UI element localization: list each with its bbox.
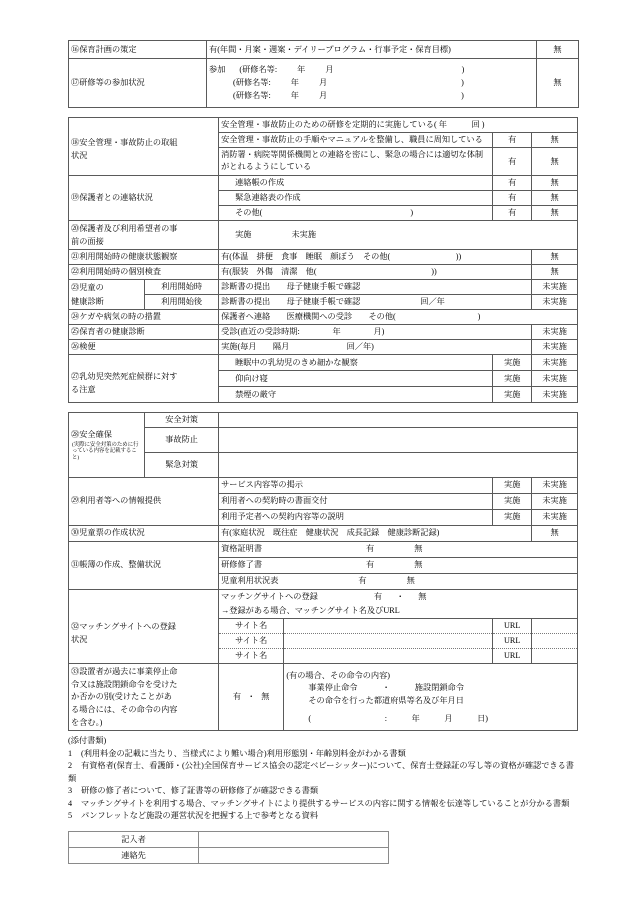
attachment-item xyxy=(68,748,578,760)
row-label-20 xyxy=(69,220,219,249)
attachment-number: 2 xyxy=(68,761,73,771)
training-name-label: (研修名等: xyxy=(233,90,271,100)
row-31-c-yes[interactable]: 有 xyxy=(358,576,367,586)
row-31-a-no[interactable]: 無 xyxy=(414,544,423,554)
table-row xyxy=(69,589,578,604)
row-33-choice xyxy=(219,663,284,731)
row-28-value-1[interactable] xyxy=(219,413,578,428)
item-label: 研修等の参加状況 xyxy=(79,78,145,88)
month-label: 月 xyxy=(318,78,328,88)
attachment-text: 有資格者(保育士、看護師・(公社)全国保育サービス協会の認定ベビーシッター)について、保育士登録証の写し等の資格が確認できる書類 xyxy=(68,761,574,783)
table-row xyxy=(69,427,578,452)
table-row xyxy=(69,41,579,59)
year-label: 年 xyxy=(290,78,299,88)
table-row xyxy=(69,295,578,310)
row-label-23-line2: 健康診断 xyxy=(69,295,145,310)
signer-label-author: 記入者 xyxy=(69,831,199,847)
attachment-item xyxy=(68,810,578,822)
url-value-2[interactable] xyxy=(532,633,578,648)
table-section-1 xyxy=(68,40,579,108)
row-31-b-yes[interactable]: 有 xyxy=(366,560,375,570)
row-19-a-no[interactable]: 無 xyxy=(532,176,578,191)
url-value-1[interactable] xyxy=(532,618,578,633)
row-label-24: ㉔ケガや病気の時の措置 xyxy=(69,310,219,325)
signer-value-author[interactable] xyxy=(199,831,389,847)
row-28-sub-2: 事故防止 xyxy=(145,427,219,452)
table-row xyxy=(69,452,578,477)
attachment-item xyxy=(68,760,578,785)
item-label-line1: ⑳保護者及び利用希望者の事 xyxy=(71,223,178,233)
training-entry-row xyxy=(209,64,534,77)
table-row xyxy=(69,355,578,371)
row-19-a: 連絡帳の作成 xyxy=(219,176,493,191)
attachment-text: パンフレットなど施設の運営状況を把握する上で参考となる資料 xyxy=(81,811,319,821)
times-per-year: 回／年 xyxy=(420,297,445,307)
row-label-19: ⑲保護者との連絡状況 xyxy=(69,176,219,221)
item-number: ㉒ xyxy=(71,267,80,277)
site-name-value-1[interactable] xyxy=(284,618,493,633)
table-row xyxy=(69,310,578,325)
site-name-label-3: サイト名 xyxy=(219,648,284,663)
table-row xyxy=(69,265,578,280)
item-number: ㉝ xyxy=(71,666,80,676)
detail-line3: その命令を行った都道府県等名及び年月日 xyxy=(308,696,464,706)
item-number: ⑯ xyxy=(71,44,80,54)
item-number: ㉙ xyxy=(71,496,80,506)
attachment-number: 1 xyxy=(68,748,73,758)
row-label-23-line1: ㉓児童の xyxy=(69,280,145,295)
table-row xyxy=(69,477,578,493)
row-label-31: ㉛帳簿の作成、整備状況 xyxy=(69,541,219,589)
table-row xyxy=(69,847,389,863)
item-number: ㉖ xyxy=(71,342,80,352)
attachment-number: 3 xyxy=(68,786,73,796)
item-number: ⑳ xyxy=(71,223,80,233)
row-27-a: 睡眠中の乳幼児のきめ細かな観察 xyxy=(219,355,493,371)
row-23-sub-2: 利用開始後 xyxy=(145,295,219,310)
item-number: ㉚ xyxy=(71,528,80,538)
training-name-label: (研修名等: xyxy=(239,65,278,75)
row-18-b-yes[interactable]: 有 xyxy=(493,132,532,147)
row-19-c-yes[interactable]: 有 xyxy=(493,205,532,220)
row-27-a-no[interactable]: 未実施 xyxy=(532,355,578,371)
table-row xyxy=(69,59,579,108)
row-19-b-no[interactable]: 無 xyxy=(532,191,578,206)
row-22-content: 有(服装 外傷 清潔 他( )) xyxy=(219,265,532,280)
participate-label: 参加 xyxy=(209,65,226,75)
item-label-line1: ㉜マッチングサイトへの登録 xyxy=(71,622,176,632)
table-row xyxy=(69,340,578,355)
detail-line2: 事業停止命令 ・ 施設閉鎖命令 xyxy=(308,683,464,693)
row-18-c-yes[interactable]: 有 xyxy=(493,147,532,175)
row-31-b-no[interactable]: 無 xyxy=(414,560,423,570)
item-label-line5: を含む。) xyxy=(71,717,103,727)
row-18-b-no[interactable]: 無 xyxy=(532,132,578,147)
item-number: ㉓ xyxy=(71,282,80,292)
row-19-b: 緊急連絡表の作成 xyxy=(219,191,493,206)
table-row xyxy=(69,663,578,731)
item-number: ㉕ xyxy=(71,327,80,337)
row-label-18 xyxy=(69,118,219,176)
row-32-arrow: →登録がある場合、マッチングサイト名及びURL xyxy=(219,604,578,619)
row-29-a: サービス内容等の掲示 xyxy=(219,477,493,493)
row-28-sub-1: 安全対策 xyxy=(145,413,219,428)
attachment-item xyxy=(68,785,578,797)
item-number: ⑱ xyxy=(71,138,80,148)
item-label-line2: 令又は施設閉鎖命令を受けた xyxy=(71,679,178,689)
month-label: 月 xyxy=(325,65,334,75)
row-27-c: 禁煙の厳守 xyxy=(219,387,493,403)
table-row xyxy=(69,176,578,191)
form-sheet xyxy=(68,40,578,864)
item-label-main: ㉘安全確保 xyxy=(71,430,112,440)
attachment-number: 5 xyxy=(68,811,73,821)
url-label-2: URL xyxy=(493,633,532,648)
row-19-c: その他( ) xyxy=(219,205,493,220)
row-content-16: 有(年間・月案・週案・デイリープログラム・行事予定・保育目標) xyxy=(207,41,537,59)
signer-label-contact: 連絡先 xyxy=(69,847,199,863)
row-29-c: 利用予定者への契約内容等の説明 xyxy=(219,509,493,525)
option-not-implemented[interactable]: 未実施 xyxy=(291,230,317,240)
item-number: ㉘ xyxy=(71,430,80,440)
item-number: ㉔ xyxy=(71,312,80,322)
row-31-b: 研修修了書 有 無 xyxy=(219,557,578,573)
row-19-b-yes[interactable]: 有 xyxy=(493,191,532,206)
item-label-line2: 状況 xyxy=(71,634,88,644)
row-22-right[interactable]: 無 xyxy=(532,265,578,280)
row-27-b-yes[interactable]: 実施 xyxy=(493,371,532,387)
row-29-c-yes[interactable]: 実施 xyxy=(493,509,532,525)
row-label-27 xyxy=(69,355,219,403)
month-label: 月 xyxy=(318,90,328,100)
table-row xyxy=(69,325,578,340)
item-label-line2: 状況 xyxy=(71,151,88,161)
table-row xyxy=(69,280,578,295)
row-27-c-yes[interactable]: 実施 xyxy=(493,387,532,403)
table-row xyxy=(69,250,578,265)
site-name-value-3[interactable] xyxy=(284,648,493,663)
row-26-right[interactable]: 未実施 xyxy=(532,340,578,355)
row-33-detail xyxy=(284,663,578,731)
row-29-a-yes[interactable]: 実施 xyxy=(493,477,532,493)
row-21-right[interactable]: 無 xyxy=(532,250,578,265)
row-21-content: 有(体温 排便 食事 睡眠 顔ぼう その他( )) xyxy=(219,250,532,265)
attachment-item xyxy=(68,798,578,810)
item-number: ㉜ xyxy=(71,622,80,632)
signer-value-contact[interactable] xyxy=(199,847,389,863)
row-19-c-no[interactable]: 無 xyxy=(532,205,578,220)
row-label-28 xyxy=(69,413,145,478)
row-26-content: 実施(毎月 隔月 回／年) xyxy=(219,340,532,355)
item-label-line1: ⑱安全管理・事故防止の取組 xyxy=(71,138,178,148)
matching-sep: ・ xyxy=(396,591,405,601)
matching-no[interactable]: 無 xyxy=(418,591,427,601)
row-29-b-no[interactable]: 未実施 xyxy=(532,493,578,509)
year-label: 年 xyxy=(297,65,306,75)
url-label-1: URL xyxy=(493,618,532,633)
row-label-21: ㉑利用開始時の健康状態観察 xyxy=(69,250,219,265)
row-27-c-no[interactable]: 未実施 xyxy=(532,387,578,403)
url-label-3: URL xyxy=(493,648,532,663)
item-label-line2: る注意 xyxy=(71,385,96,395)
row-31-c-no[interactable]: 無 xyxy=(406,576,415,586)
site-name-label-2: サイト名 xyxy=(219,633,284,648)
row-20-content xyxy=(219,220,578,249)
site-name-value-2[interactable] xyxy=(284,633,493,648)
item-label-line4: る場合には、その命令の内容 xyxy=(71,705,178,715)
row-23-sub-1: 利用開始時 xyxy=(145,280,219,295)
row-27-b-no[interactable]: 未実施 xyxy=(532,371,578,387)
row-label-29: ㉙利用者等への情報提供 xyxy=(69,477,219,525)
matching-yes[interactable]: 有 xyxy=(373,591,383,601)
item-number: ㉛ xyxy=(71,560,80,570)
row-label-26: ㉖検便 xyxy=(69,340,219,355)
url-value-3[interactable] xyxy=(532,648,578,663)
row-28-value-3[interactable] xyxy=(219,452,578,477)
row-30-right[interactable]: 無 xyxy=(532,525,578,541)
table-section-3 xyxy=(68,412,578,731)
row-label-32 xyxy=(69,589,219,663)
item-number: ㉗ xyxy=(71,372,80,382)
row-29-b-yes[interactable]: 実施 xyxy=(493,493,532,509)
row-23-content-2: 診断書の提出 母子健康手帳で確認 回／年 xyxy=(219,295,532,310)
row-31-a-yes[interactable]: 有 xyxy=(366,544,375,554)
row-30-content: 有(家庭状況 既往症 健康状況 成長記録 健康診断記録) xyxy=(219,525,532,541)
table-row xyxy=(69,541,578,557)
row-label-17 xyxy=(69,59,207,108)
row-19-a-yes[interactable]: 有 xyxy=(493,176,532,191)
row-23-content-1: 診断書の提出 母子健康手帳で確認 xyxy=(219,280,532,295)
row-27-a-yes[interactable]: 実施 xyxy=(493,355,532,371)
row-23-right-1[interactable]: 未実施 xyxy=(532,280,578,295)
row-23-right-2[interactable]: 未実施 xyxy=(532,295,578,310)
attachment-text: マッチングサイトを利用する場合、マッチングサイトにより提供するサービスの内容に関する情報を伝達等していることが分かる書類 xyxy=(81,798,570,808)
row-right-16[interactable]: 無 xyxy=(537,41,579,59)
item-label-line3: か否かの別(受けたことがあ xyxy=(71,692,172,702)
table-row xyxy=(69,525,578,541)
section-gap xyxy=(68,403,578,412)
row-18-c-no[interactable]: 無 xyxy=(532,147,578,175)
attachment-number: 4 xyxy=(68,798,73,808)
row-25-right[interactable]: 未実施 xyxy=(532,325,578,340)
row-29-c-no[interactable]: 未実施 xyxy=(532,509,578,525)
item-label: 保育計画の策定 xyxy=(79,44,137,54)
row-31-a: 資格証明書 有 無 xyxy=(219,541,578,557)
row-18-a: 安全管理・事故防止のための研修を定期的に実施している( 年 回 ) xyxy=(219,118,578,133)
item-number: ⑰ xyxy=(71,78,80,88)
item-number: ⑲ xyxy=(71,193,80,203)
detail-line1: (有の場合、その命令の内容) xyxy=(286,670,391,680)
table-row xyxy=(69,831,389,847)
row-18-b: 安全管理・事故防止の手順やマニュアルを整備し、職員に周知している xyxy=(219,132,493,147)
row-right-17[interactable]: 無 xyxy=(537,59,579,108)
attachments-block xyxy=(68,735,578,822)
row-28-value-2[interactable] xyxy=(219,427,578,452)
year-label: 年 xyxy=(290,90,299,100)
row-29-b: 利用者への契約時の書面交付 xyxy=(219,493,493,509)
paren-close: ) xyxy=(461,65,465,75)
section-gap xyxy=(68,108,578,117)
order-no[interactable]: 無 xyxy=(261,692,270,702)
row-label-22: ㉒利用開始時の個別検査 xyxy=(69,265,219,280)
attachment-text: (利用料金の記載に当たり、当様式により難い場合)利用形態別・年齢別料金がわかる書類 xyxy=(81,748,406,758)
row-25-content: 受診(直近の受診時期: 年 月) xyxy=(219,325,532,340)
row-label-30: ㉚児童票の作成状況 xyxy=(69,525,219,541)
paren-close: ) xyxy=(461,90,464,100)
row-content-17 xyxy=(207,59,537,108)
item-label-line1: ㉗乳幼児突然死症候群に対す xyxy=(71,372,178,382)
row-28-sub-3: 緊急対策 xyxy=(145,452,219,477)
row-label-33 xyxy=(69,663,219,731)
option-implemented[interactable]: 実施 xyxy=(235,230,252,240)
row-32-head: マッチングサイトへの登録 有 ・ 無 xyxy=(219,589,578,604)
item-label-note: (実際に安全対策のために行っている内容を記載すること) xyxy=(72,441,139,462)
order-yes[interactable]: 有 xyxy=(232,692,242,702)
row-29-a-no[interactable]: 未実施 xyxy=(532,477,578,493)
row-label-25: ㉕保育者の健康診断 xyxy=(69,325,219,340)
table-row xyxy=(69,118,578,133)
attachment-text: 研修の修了者について、修了証書等の研修修了が確認できる書類 xyxy=(81,786,319,796)
site-name-label-1: サイト名 xyxy=(219,618,284,633)
row-18-c: 消防署・病院等関係機関との連絡を密にし、緊急の場合には適切な体制 がとれるようにしている xyxy=(219,147,493,175)
table-row xyxy=(69,220,578,249)
training-name-label: (研修名等: xyxy=(233,78,271,88)
item-number: ㉑ xyxy=(71,252,80,262)
signer-table xyxy=(68,831,389,864)
item-label-line2: 前の面接 xyxy=(71,236,104,246)
item-label-line1: ㉝設置者が過去に事業停止命 xyxy=(71,666,178,676)
detail-line4: ( : 年 月 日) xyxy=(308,713,488,723)
order-sep: ・ xyxy=(247,692,256,702)
attachments-title: (添付書類) xyxy=(68,736,107,746)
table-row xyxy=(69,413,578,428)
row-label-16 xyxy=(69,41,207,59)
training-entry-row xyxy=(209,77,534,90)
row-24-content: 保護者へ連絡 医療機関への受診 その他( ) xyxy=(219,310,578,325)
row-27-b: 仰向け寝 xyxy=(219,371,493,387)
table-section-2 xyxy=(68,117,578,403)
paren-close: ) xyxy=(461,78,464,88)
row-31-c: 児童利用状況表 有 無 xyxy=(219,573,578,589)
training-entry-row xyxy=(209,90,534,103)
